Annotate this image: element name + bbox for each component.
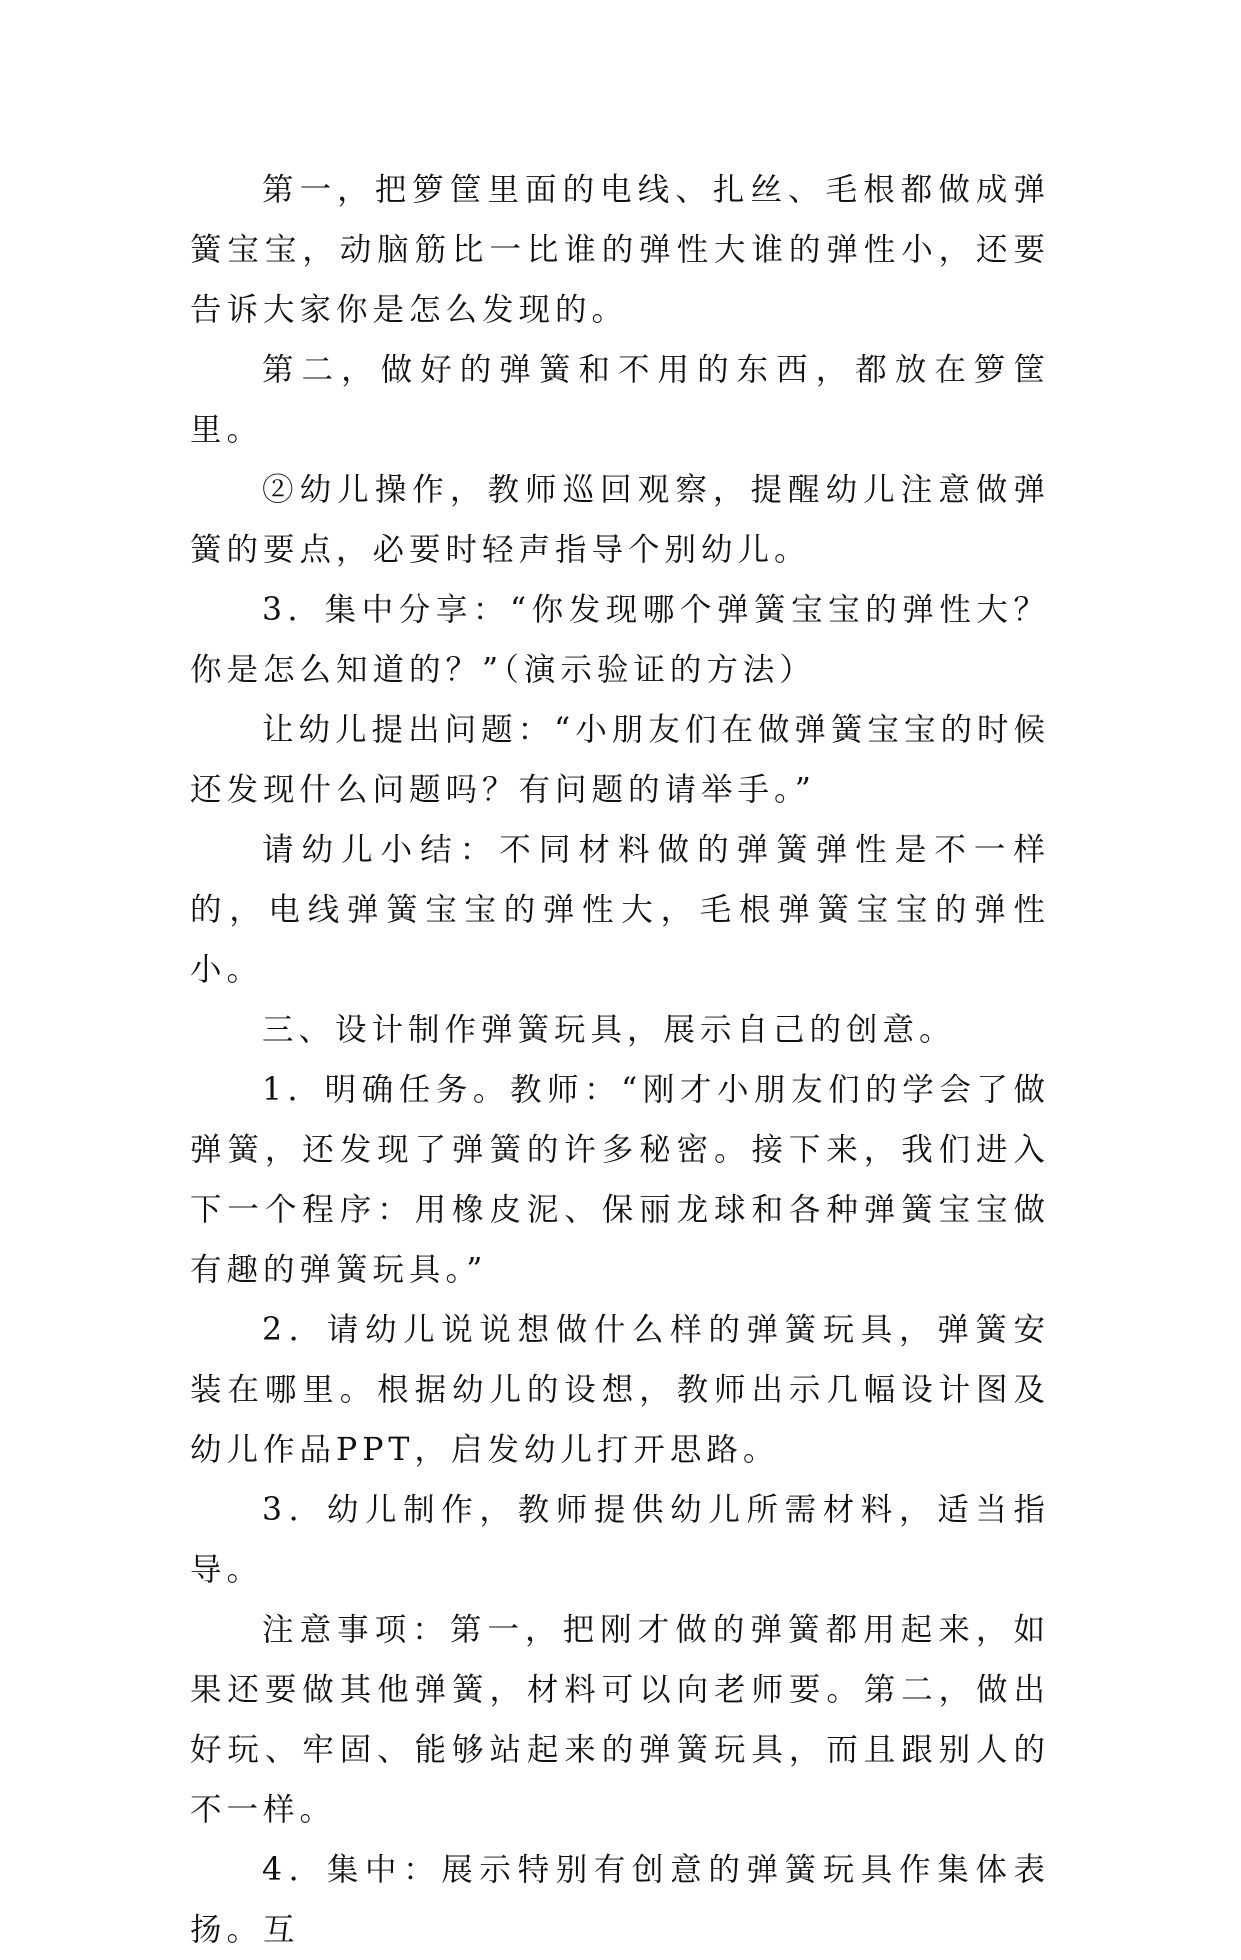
section-heading: 三、设计制作弹簧玩具，展示自己的创意。 [262,1012,956,1048]
paragraph: 1．明确任务。教师：“刚才小朋友们的学会了做弹簧，还发现了弹簧的许多秘密。接下来，我们进入下一个程序：用橡皮泥、保丽龙球和各种弹簧宝宝做有趣的弹簧玩具。” [190,1072,1050,1288]
paragraph: 3．幼儿制作，教师提供幼儿所需材料，适当指导。 [190,1492,1050,1588]
paragraph: 第一，把箩筐里面的电线、扎丝、毛根都做成弹簧宝宝，动脑筋比一比谁的弹性大谁的弹性小，还要告诉大家你是怎么发现的。 [190,172,1050,328]
paragraph: 请幼儿小结：不同材料做的弹簧弹性是不一样的，电线弹簧宝宝的弹性大，毛根弹簧宝宝的弹性小。 [190,832,1050,988]
paragraph: ②幼儿操作，教师巡回观察，提醒幼儿注意做弹簧的要点，必要时轻声指导个别幼儿。 [190,472,1050,568]
paragraph: 让幼儿提出问题：“小朋友们在做弹簧宝宝的时候还发现什么问题吗？有问题的请举手。” [190,712,1050,808]
paragraph: 4．集中：展示特别有创意的弹簧玩具作集体表扬。互 [190,1852,1050,1948]
paragraph: 注意事项：第一，把刚才做的弹簧都用起来，如果还要做其他弹簧，材料可以向老师要。第二，做出好玩、牢固、能够站起来的弹簧玩具，而且跟别人的不一样。 [190,1612,1050,1828]
paragraph: 第二，做好的弹簧和不用的东西，都放在箩筐里。 [190,352,1050,448]
paragraph: 3．集中分享：“你发现哪个弹簧宝宝的弹性大？你是怎么知道的？”（演示验证的方法） [190,592,1050,688]
paragraph: 2．请幼儿说说想做什么样的弹簧玩具，弹簧安装在哪里。根据幼儿的设想，教师出示几幅设计图及幼儿作品PPT，启发幼儿打开思路。 [190,1312,1050,1468]
document-body [190,160,1050,1960]
